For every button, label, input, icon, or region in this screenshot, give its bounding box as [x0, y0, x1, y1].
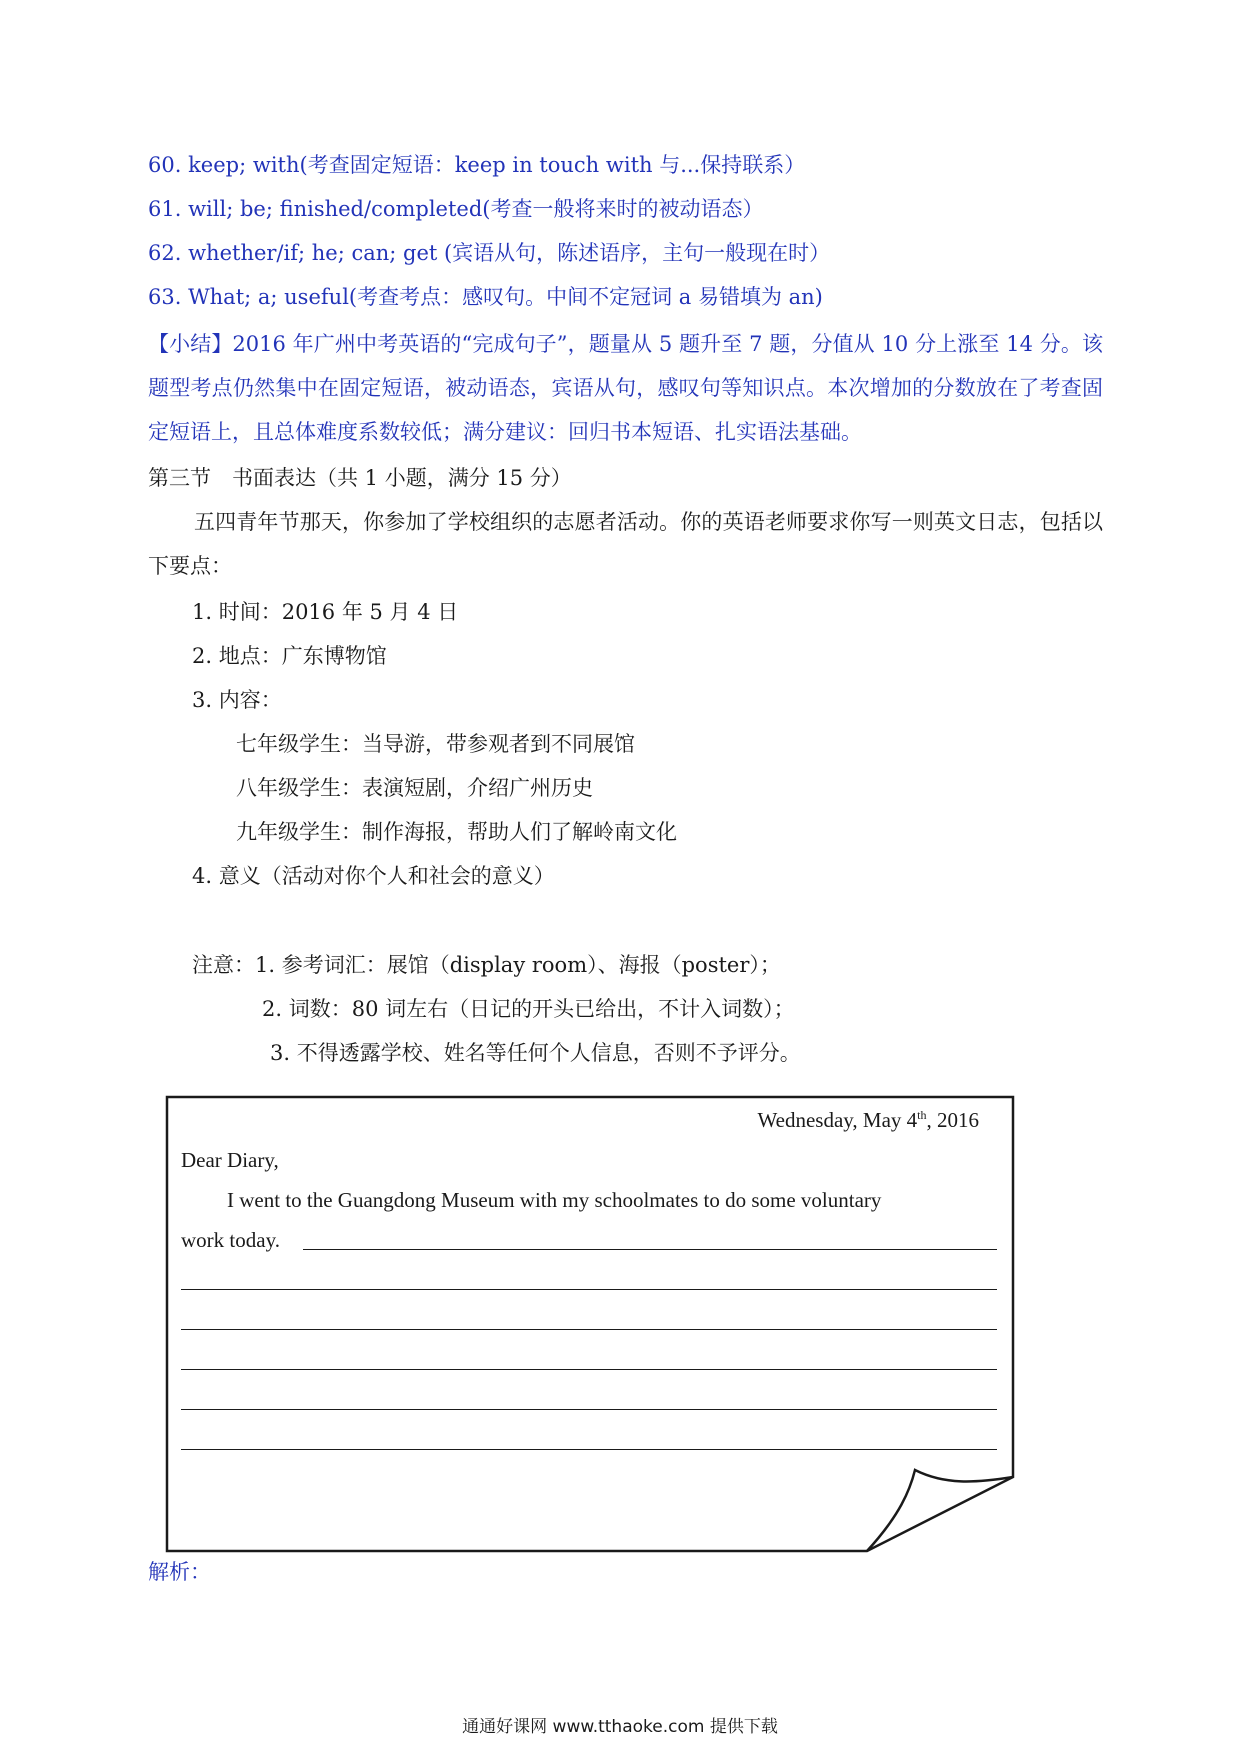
diary-answer-box — [165, 1095, 1017, 1553]
answer-blank-line[interactable] — [181, 1289, 997, 1290]
content-grade8: 八年级学生：表演短剧，介绍广州历史 — [236, 776, 593, 800]
point-content: 3. 内容： — [192, 688, 282, 712]
answer-blank-line[interactable] — [181, 1449, 997, 1450]
diary-date: Wednesday, May 4th, 2016 — [757, 1108, 979, 1132]
diary-opening-line-2: work today. — [181, 1228, 280, 1252]
content-grade7: 七年级学生：当导游，带参观者到不同展馆 — [236, 732, 635, 756]
section-title: 第三节 书面表达（共 1 小题，满分 15 分） — [148, 466, 572, 490]
analysis-label: 解析： — [148, 1560, 211, 1584]
diary-box-frame — [165, 1095, 1017, 1553]
diary-opening-line: I went to the Guangdong Museum with my schoolmates to do some voluntary — [227, 1188, 882, 1212]
answer-blank-line[interactable] — [181, 1409, 997, 1410]
answer-blank-line[interactable] — [181, 1329, 997, 1330]
answer-61: 61. will; be; finished/completed(考查一般将来时的被动语态） — [148, 197, 764, 221]
answer-blank-line[interactable] — [181, 1369, 997, 1370]
answer-63: 63. What; a; useful(考查考点：感叹句。中间不定冠词 a 易错填为 an) — [148, 285, 823, 309]
answer-60: 60. keep; with(考查固定短语：keep in touch with 与...保持联系） — [148, 153, 806, 177]
point-meaning: 4. 意义（活动对你个人和社会的意义） — [192, 864, 555, 888]
diary-greeting: Dear Diary, — [181, 1148, 279, 1172]
answer-62: 62. whether/if; he; can; get (宾语从句，陈述语序，主句一般现在时） — [148, 241, 831, 265]
point-time: 1. 时间：2016 年 5 月 4 日 — [192, 600, 459, 624]
note-2: 2. 词数：80 词左右（日记的开头已给出，不计入词数）； — [262, 997, 795, 1021]
content-grade9: 九年级学生：制作海报，帮助人们了解岭南文化 — [236, 820, 677, 844]
summary-paragraph: 【小结】2016 年广州中考英语的“完成句子”，题量从 5 题升至 7 题，分值从 10 分上涨至 14 分。该题型考点仍然集中在固定短语，被动语态，宾语从句，感叹句等知识点。本次增加的分数放在了考查固定短语上，且总体难度系数较低；满分建议：回归书本短语、扎实语法基础。 — [148, 332, 1103, 444]
note-3: 3. 不得透露学校、姓名等任何个人信息，否则不予评分。 — [270, 1041, 801, 1065]
writing-prompt: 五四青年节那天，你参加了学校组织的志愿者活动。你的英语老师要求你写一则英文日志，包括以下要点： — [148, 510, 1103, 578]
page-footer: 通通好课网 www.tthaoke.com 提供下载 — [462, 1717, 778, 1737]
answer-blank-line[interactable] — [303, 1249, 997, 1250]
note-1: 注意：1. 参考词汇：展馆（display room）、海报（poster）； — [192, 953, 781, 977]
point-place: 2. 地点：广东博物馆 — [192, 644, 387, 668]
